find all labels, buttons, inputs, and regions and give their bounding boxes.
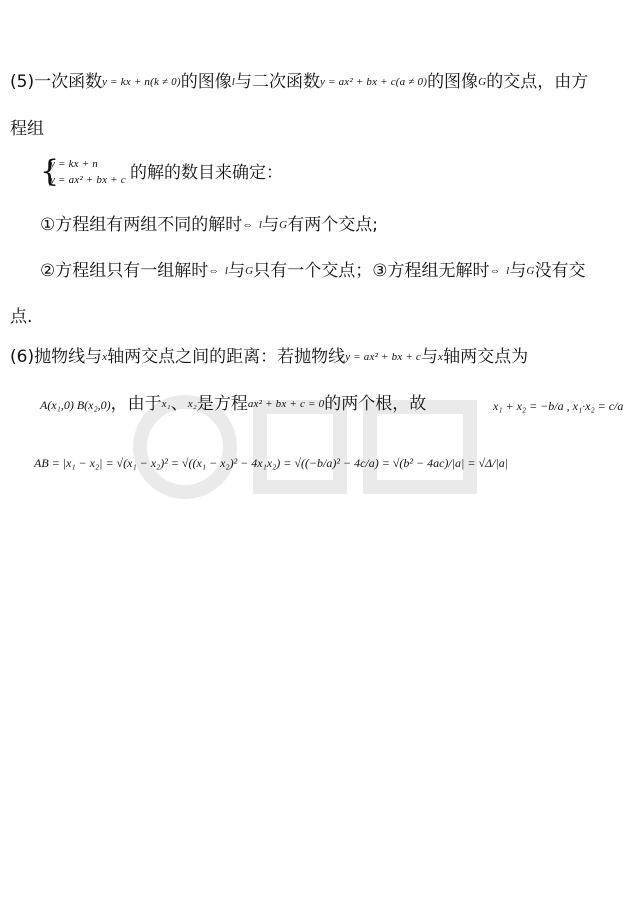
brace-icon: {	[40, 154, 60, 189]
item6-distance-formula: AB = |x₁ − x₂| = √(x₁ − x₂)² = √((x₁ − x₂)² − 4x₁x₂) = √((−b/a)² − 4c/a) = √(b² − 4ac)/|a| = √Δ/|a|	[34, 456, 509, 470]
item5-line3: 的解的数目来确定：	[130, 163, 283, 183]
item6-line1: (6)抛物线与x轴两交点之间的距离：若抛物线y = ax² + bx + c与x轴两交点为	[10, 347, 529, 367]
item5-line1: (5)一次函数y = kx + n(k ≠ 0)的图像l与二次函数y = ax² + bx + c(a ≠ 0)的图像G的交点，由方	[10, 72, 589, 92]
item6-line2: A(x₁,0) B(x₂,0)，由于x₁、x₂是方程ax² + bx + c = 0的两个根，故	[40, 394, 427, 414]
item5-case1: ①方程组有两组不同的解时⇔ l与G有两个交点;	[40, 215, 379, 235]
item5-line2: 程组	[10, 119, 44, 139]
item5-case2: ②方程组只有一组解时⇔ l与G只有一个交点；③方程组无解时⇔ l与G没有交	[40, 261, 586, 281]
item6-vieta: x₁ + x₂ = −b/a , x₁·x₂ = c/a	[493, 399, 624, 413]
item5-case3: 点.	[10, 307, 33, 327]
